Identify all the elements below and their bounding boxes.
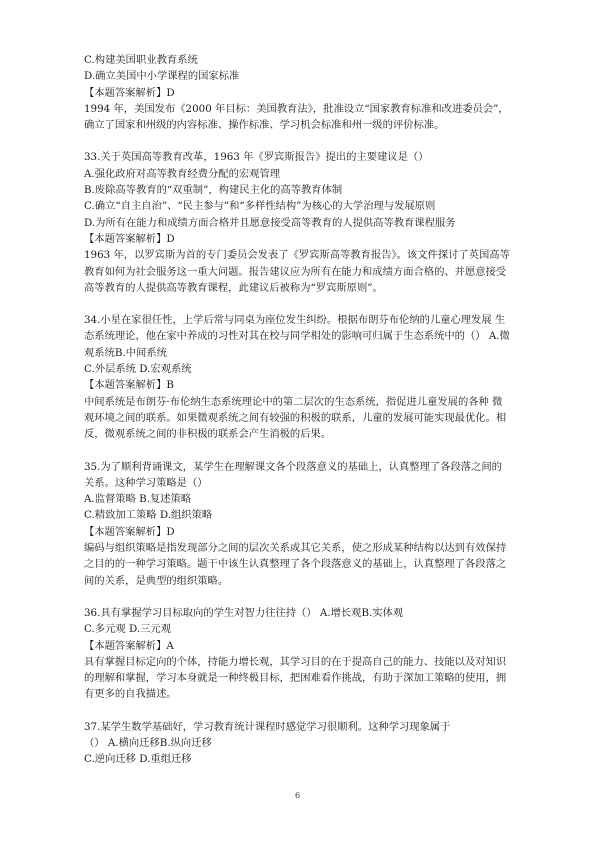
answer-label: 【本题答案解析】D	[84, 525, 175, 538]
question-35	[84, 459, 511, 589]
answer-label: 【本题答案解析】D	[84, 232, 175, 245]
option-d: D.为所有在能力和成绩方面合格并且愿意接受高等教育的人提供高等教育课程服务	[84, 216, 456, 229]
answer-explanation: 具有掌握目标定向的个体，持能力增长观，其学习目的在于提高自己的能力、技能以及对知识的理解和掌握，学习本身就是一种终极目标，把困难看作挑战，有助于深加工策略的使用，拥有更多的自我描述。	[84, 655, 507, 701]
answer-label: 【本题答案解析】A	[84, 639, 174, 652]
question-32-tail	[84, 52, 511, 133]
option-cd: C.逆向迁移 D.重组迁移	[84, 753, 192, 766]
option-ab: A.监督策略 B.复述策略	[84, 493, 192, 506]
option-cd: C.多元观 D.三元观	[84, 623, 172, 636]
answer-label: 【本题答案解析】B	[84, 379, 174, 392]
option-cd: C.精致加工策略 D.组织策略	[84, 509, 213, 522]
question-text: 34.小星在家很任性，上学后常与同桌为座位发生纠纷。根据布朗芬布伦纳的儿童心理发展 生态系统理论，他在家中养成的习性对其在校与同学相处的影响可归属于生态系统中的（） A.微观系统B.中间系统	[84, 314, 510, 359]
option-cd: C.外层系统 D.宏观系统	[84, 363, 192, 376]
question-text: 36.具有掌握学习目标取向的学生对智力往往持（） A.增长观B.实体观	[84, 606, 404, 619]
option-ab: （） A.横向迁移B.纵向迁移	[84, 736, 212, 749]
question-33	[84, 149, 511, 296]
option-b: B.废除高等教育的“双重制”，构建民主化的高等教育体制	[84, 184, 343, 197]
question-36	[84, 605, 511, 703]
question-text: 35.为了顺利背诵课文，某学生在理解课文各个段落意义的基础上，认真整理了各段落之间的关系。这种学习策略是（）	[84, 460, 502, 489]
answer-explanation: 编码与组织策略是指发现部分之间的层次关系或其它关系，使之形成某种结构以达到有效保持之目的的一种学习策略。题干中该生认真整理了各个段落意义的基础上，认真整理了各段落之间的关系，是典型的组织策略。	[84, 542, 507, 587]
answer-explanation: 中间系统是布朗芬·布伦纳生态系统理论中的第二层次的生态系统，指促进儿童发展的各种 微观环境之间的联系。如果微观系统之间有较强的积极的联系，儿童的发展可能实现最优化。相反，微观系统之间的非积极的联系会产生消极的后果。	[84, 395, 507, 441]
question-text: 37.某学生数学基础好，学习教育统计课程时感觉学习很顺利。这种学习现象属于	[84, 720, 451, 733]
question-text: 33.关于英国高等教育改革，1963 年《罗宾斯报告》提出的主要建议是（）	[84, 151, 429, 164]
question-37	[84, 719, 511, 768]
option-d: D.确立美国中小学课程的国家标准	[84, 70, 240, 83]
option-a: A.强化政府对高等教育经费分配的宏观管理	[84, 167, 281, 180]
page-number: 6	[294, 791, 301, 800]
answer-explanation: 1963 年，以罗宾斯为首的专门委员会发表了《罗宾斯高等教育报告》。该文件探讨了英国高等教育如何为社会服务这一重大问题。报告建议应为所有在能力和成绩方面合格的、并愿意接受高等教育的人提供高等教育课程，此建议后被称为“罗宾斯原则”。	[84, 249, 510, 294]
option-c: C.确立“自主自治”、“民主参与”和“多样性结构”为核心的大学治理与发展原则	[84, 200, 436, 213]
question-34	[84, 312, 511, 442]
answer-explanation: 1994 年，美国发布《2000 年目标：美国教育法》，批准设立“国家教育标准和改进委员会”， 确立了国家和州级的内容标准、操作标准、学习机会标准和州一级的评价标准。	[84, 102, 509, 132]
answer-label: 【本题答案解析】D	[84, 86, 175, 99]
option-c: C.构建美国职业教育系统	[84, 54, 198, 66]
